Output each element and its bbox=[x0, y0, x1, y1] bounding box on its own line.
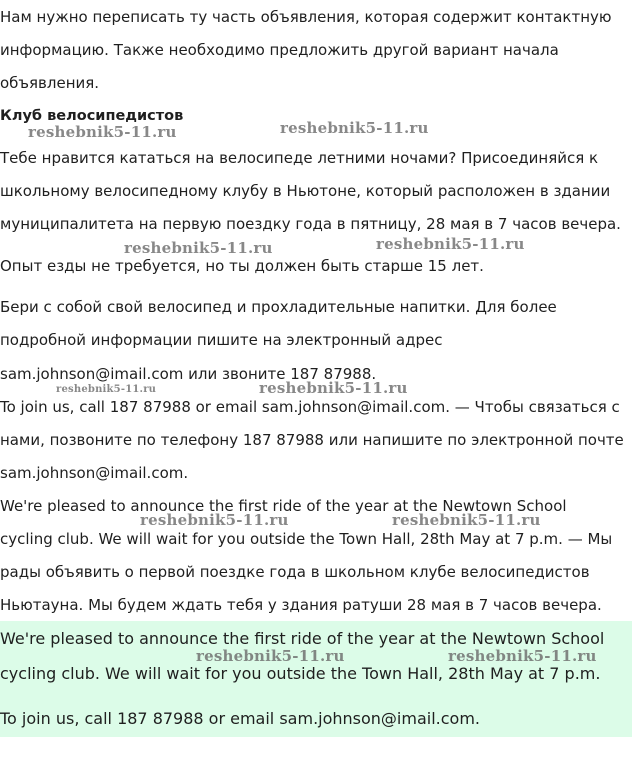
answer-line-1: We're pleased to announce the first ride of the year at the Newtown School bbox=[0, 629, 605, 648]
announcement-title: Клуб велосипедистов bbox=[0, 108, 184, 124]
watermark: reshebnik5-11.ru bbox=[392, 511, 541, 529]
p4-line-2: cycling club. We will wait for you outside the Town Hall, 28th May at 7 p.m. — Мы bbox=[0, 530, 613, 548]
p1-line-1: Тебе нравится кататься на велосипеде летними ночами? Присоединяйся к bbox=[0, 149, 599, 167]
watermark: reshebnik5-11.ru bbox=[28, 123, 177, 141]
watermark: reshebnik5-11.ru bbox=[280, 119, 429, 137]
watermark: reshebnik5-11.ru bbox=[448, 647, 597, 665]
p3-line-1: To join us, call 187 87988 or email sam.johnson@imail.com. — Чтобы связаться с bbox=[0, 398, 620, 416]
p1-line-4: Опыт езды не требуется, но ты должен быть старше 15 лет. bbox=[0, 257, 484, 275]
p2-line-2: подробной информации пишите на электронный адрес bbox=[0, 331, 443, 349]
answer-line-3: To join us, call 187 87988 or email sam.johnson@imail.com. bbox=[0, 709, 480, 728]
p1-line-3: муниципалитета на первую поездку года в пятницу, 28 мая в 7 часов вечера. bbox=[0, 215, 621, 233]
p1-line-2: школьному велосипедному клубу в Ньютоне, который расположен в здании bbox=[0, 182, 611, 200]
answer-highlight-box bbox=[0, 621, 632, 737]
intro-line-1: Нам нужно переписать ту часть объявления, которая содержит контактную bbox=[0, 8, 612, 26]
watermark: reshebnik5-11.ru bbox=[124, 239, 273, 257]
intro-line-2: информацию. Также необходимо предложить другой вариант начала bbox=[0, 41, 559, 59]
watermark: reshebnik5-11.ru bbox=[140, 511, 289, 529]
p4-line-3: рады объявить о первой поездке года в школьном клубе велосипедистов bbox=[0, 563, 590, 581]
watermark: reshebnik5-11.ru bbox=[56, 384, 157, 395]
watermark: reshebnik5-11.ru bbox=[259, 379, 408, 397]
intro-line-3: объявления. bbox=[0, 74, 100, 92]
answer-line-2: cycling club. We will wait for you outside the Town Hall, 28th May at 7 p.m. bbox=[0, 664, 601, 683]
watermark: reshebnik5-11.ru bbox=[376, 235, 525, 253]
p4-line-1: We're pleased to announce the first ride of the year at the Newtown School bbox=[0, 497, 567, 515]
p4-line-4: Ньютауна. Мы будем ждать тебя у здания ратуши 28 мая в 7 часов вечера. bbox=[0, 596, 602, 614]
p3-line-2: нами, позвоните по телефону 187 87988 или напишите по электронной почте bbox=[0, 431, 624, 449]
p2-line-3: sam.johnson@imail.com или звоните 187 87988. bbox=[0, 365, 377, 383]
p3-line-3: sam.johnson@imail.com. bbox=[0, 464, 189, 482]
watermark: reshebnik5-11.ru bbox=[196, 647, 345, 665]
p2-line-1: Бери с собой свой велосипед и прохладительные напитки. Для более bbox=[0, 298, 557, 316]
